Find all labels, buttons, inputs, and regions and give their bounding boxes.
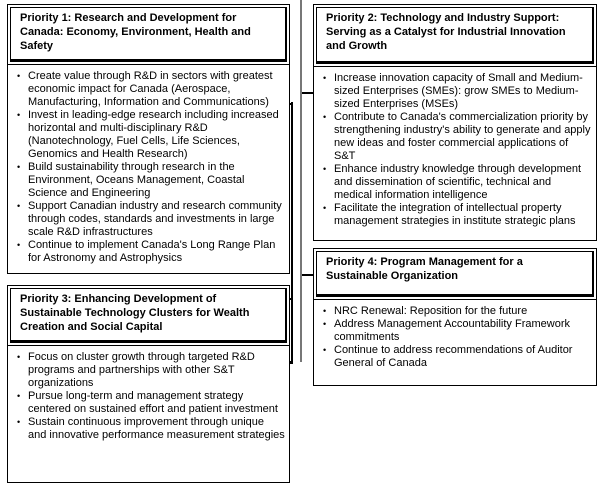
list-item: • Increase innovation capacity of Small and Medium-sized Enterprises (SMEs): grow SMEs to Medium-sized Enterprises (MSEs) [323,72,592,111]
priority-3-title: Priority 3: Enhancing Development of Sustainable Technology Clusters for Wealth Creation and Social Capital [10,288,287,343]
priority-4-body [313,300,597,386]
list-item: • Focus on cluster growth through targeted R&D programs and partnerships with other S&T organizations [17,351,285,390]
list-item: • NRC Renewal: Reposition for the future [323,305,592,318]
connector-spine [291,102,293,362]
connector-spine-grey [300,0,302,362]
list-item: • Continue to implement Canada's Long Range Plan for Astronomy and Astrophysics [17,239,285,265]
priority-3-body [7,346,290,483]
priority-3-header [7,285,290,346]
list-item: • Invest in leading-edge research including increased horizontal and multi-disciplinary R&D (Nanotechnology, Fuel Cells, Life Sciences, Genomics and Health Research) [17,109,285,161]
list-item: • Pursue long-term and management strategy centered on sustained effort and patient investment [17,390,285,416]
priority-2-header [313,4,597,67]
connector-to-priority-4 [302,274,313,276]
list-item: • Contribute to Canada's commercialization priority by strengthening industry's ability to generate and apply new ideas and foster commercial applications of S&T [323,111,592,163]
priority-4-header [313,248,597,300]
connector-to-priority-2 [302,92,313,94]
priority-2-list [323,72,592,228]
priority-3-list [17,351,285,442]
list-item: • Build sustainability through research in the Environment, Oceans Management, Coastal Science and Engineering [17,161,285,200]
list-item: • Enhance industry knowledge through development and dissemination of scientific, technical and medical information intelligence [323,163,592,202]
list-item: • Facilitate the integration of intellectual property management strategies in institute strategic plans [323,202,592,228]
priority-4-list [323,305,592,370]
list-item: • Sustain continuous improvement through unique and innovative performance measurement strategies [17,416,285,442]
list-item: • Continue to address recommendations of Auditor General of Canada [323,344,592,370]
priority-4-title: Priority 4: Program Management for a Sustainable Organization [316,251,594,297]
priority-1-list [17,70,285,265]
list-item: • Address Management Accountability Framework commitments [323,318,592,344]
list-item: • Create value through R&D in sectors with greatest economic impact for Canada (Aerospace, Manufacturing, Information and Communications) [17,70,285,109]
priority-2-body [313,67,597,241]
priority-2-title: Priority 2: Technology and Industry Support: Serving as a Catalyst for Industrial Innovation and Growth [316,7,594,64]
priority-1-body [7,65,290,274]
priority-1-title: Priority 1: Research and Development for Canada: Economy, Environment, Health and Safety [10,7,287,62]
priority-1-header [7,4,290,65]
list-item: • Support Canadian industry and research community through codes, standards and investments in large scale R&D infrastructures [17,200,285,239]
